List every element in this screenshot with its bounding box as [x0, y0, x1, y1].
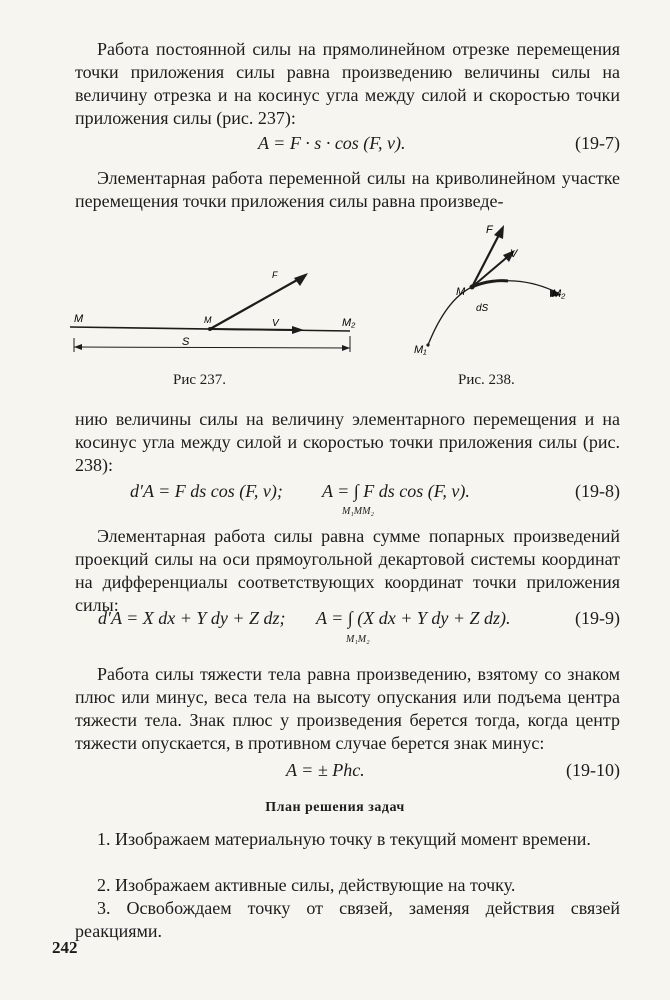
fig238-label-v: V	[510, 248, 518, 260]
fig238-point-m1	[426, 343, 429, 346]
equation-19-8-left: d′A = F ds cos (F, v);	[130, 481, 283, 501]
fig237-dim-arrow-left	[74, 344, 82, 350]
fig237-label-m2: M₂	[342, 317, 356, 329]
fig238-force-arrowhead	[494, 225, 504, 239]
equation-number-19-7: (19-7)	[575, 133, 620, 153]
paragraph-constant-force-work: Работа постоянной силы на прямолинейном отрезке перемещения точки приложения силы равна произведению величины силы на величину отрезка и на косинус угла между силой и скоростью точки приложения силы (рис. 237):	[75, 39, 620, 128]
fig237-label-m-mid: M	[204, 315, 212, 325]
figure-238-caption: Рис. 238.	[458, 372, 515, 388]
step-3: 3. Освобождаем точку от связей, заменяя действия связей реакциями.	[75, 898, 620, 941]
fig238-force-vector	[472, 229, 502, 287]
fig238-label-f: F	[486, 224, 493, 236]
equation-19-7-text: A = F · s · cos (F, v).	[258, 133, 406, 153]
fig237-label-f: F	[272, 270, 278, 280]
equation-19-8-limits: M₁MM₂	[342, 506, 374, 517]
paragraph-cartesian-projections: Элементарная работа силы равна сумме попарных произведений проекций силы на оси прямоугольной декартовой системы координат на дифференциалы соответствующих координат точки приложения силы:	[75, 526, 620, 615]
fig238-point-m	[470, 285, 475, 290]
fig237-label-s: S	[182, 336, 190, 348]
step-1: 1. Изображаем материальную точку в текущий момент времени.	[97, 829, 591, 849]
equation-19-8-right: A = ∫ F ds cos (F, v).	[322, 481, 470, 501]
fig237-velocity-arrowhead	[292, 326, 304, 334]
fig238-label-m1: M₁	[414, 344, 427, 356]
fig237-dim-arrow-right	[342, 345, 350, 351]
section-heading: План решения задач	[265, 800, 405, 815]
fig237-label-v: V	[272, 318, 279, 329]
fig237-velocity-vector	[210, 329, 300, 330]
paragraph-gravity-work: Работа силы тяжести тела равна произведению, взятому со знаком плюс или минус, веса тела на высоту опускания или подъема центра тяжести тела. Знак плюс у произведения берется тогда, когда центр тяжести опускается, в противном случае берется знак минус:	[75, 664, 620, 753]
equation-number-19-8: (19-8)	[575, 481, 620, 501]
paragraph-variable-force-work: Элементарная работа переменной силы на криволинейном участке перемещения точки приложения силы равна произведе-	[75, 168, 620, 211]
equation-19-7	[258, 133, 405, 154]
fig238-trajectory	[428, 281, 558, 345]
fig238-label-m: M	[456, 286, 466, 298]
equation-number-19-9: (19-9)	[575, 608, 620, 628]
figure-237-caption: Рис 237.	[173, 372, 227, 388]
fig238-label-m2: M₂	[552, 288, 566, 300]
fig237-dim-line	[74, 347, 350, 348]
figure-237	[60, 260, 380, 370]
equation-19-9-left: d′A = X dx + Y dy + Z dz;	[98, 608, 286, 628]
fig237-force-arrowhead	[294, 273, 308, 286]
equation-19-9-limits: M₁M₂	[346, 634, 370, 645]
equation-19-10: A = ± Phc.	[286, 760, 365, 780]
fig237-label-m-left: M	[74, 313, 84, 325]
fig237-point-m	[208, 327, 212, 331]
step-2: 2. Изображаем активные силы, действующие на точку.	[97, 875, 516, 895]
paragraph-elementary-displacement: нию величины силы на величину элементарного перемещения и на косинус угла между силой и скоростью точки приложения силы (рис. 238):	[75, 409, 620, 475]
fig237-force-vector	[210, 275, 306, 329]
fig238-label-ds: dS	[476, 303, 489, 314]
figure-238	[400, 215, 590, 365]
equation-number-19-10: (19-10)	[566, 760, 620, 780]
equation-19-9-right: A = ∫ (X dx + Y dy + Z dz).	[316, 608, 511, 628]
page-number: 242	[52, 938, 78, 957]
